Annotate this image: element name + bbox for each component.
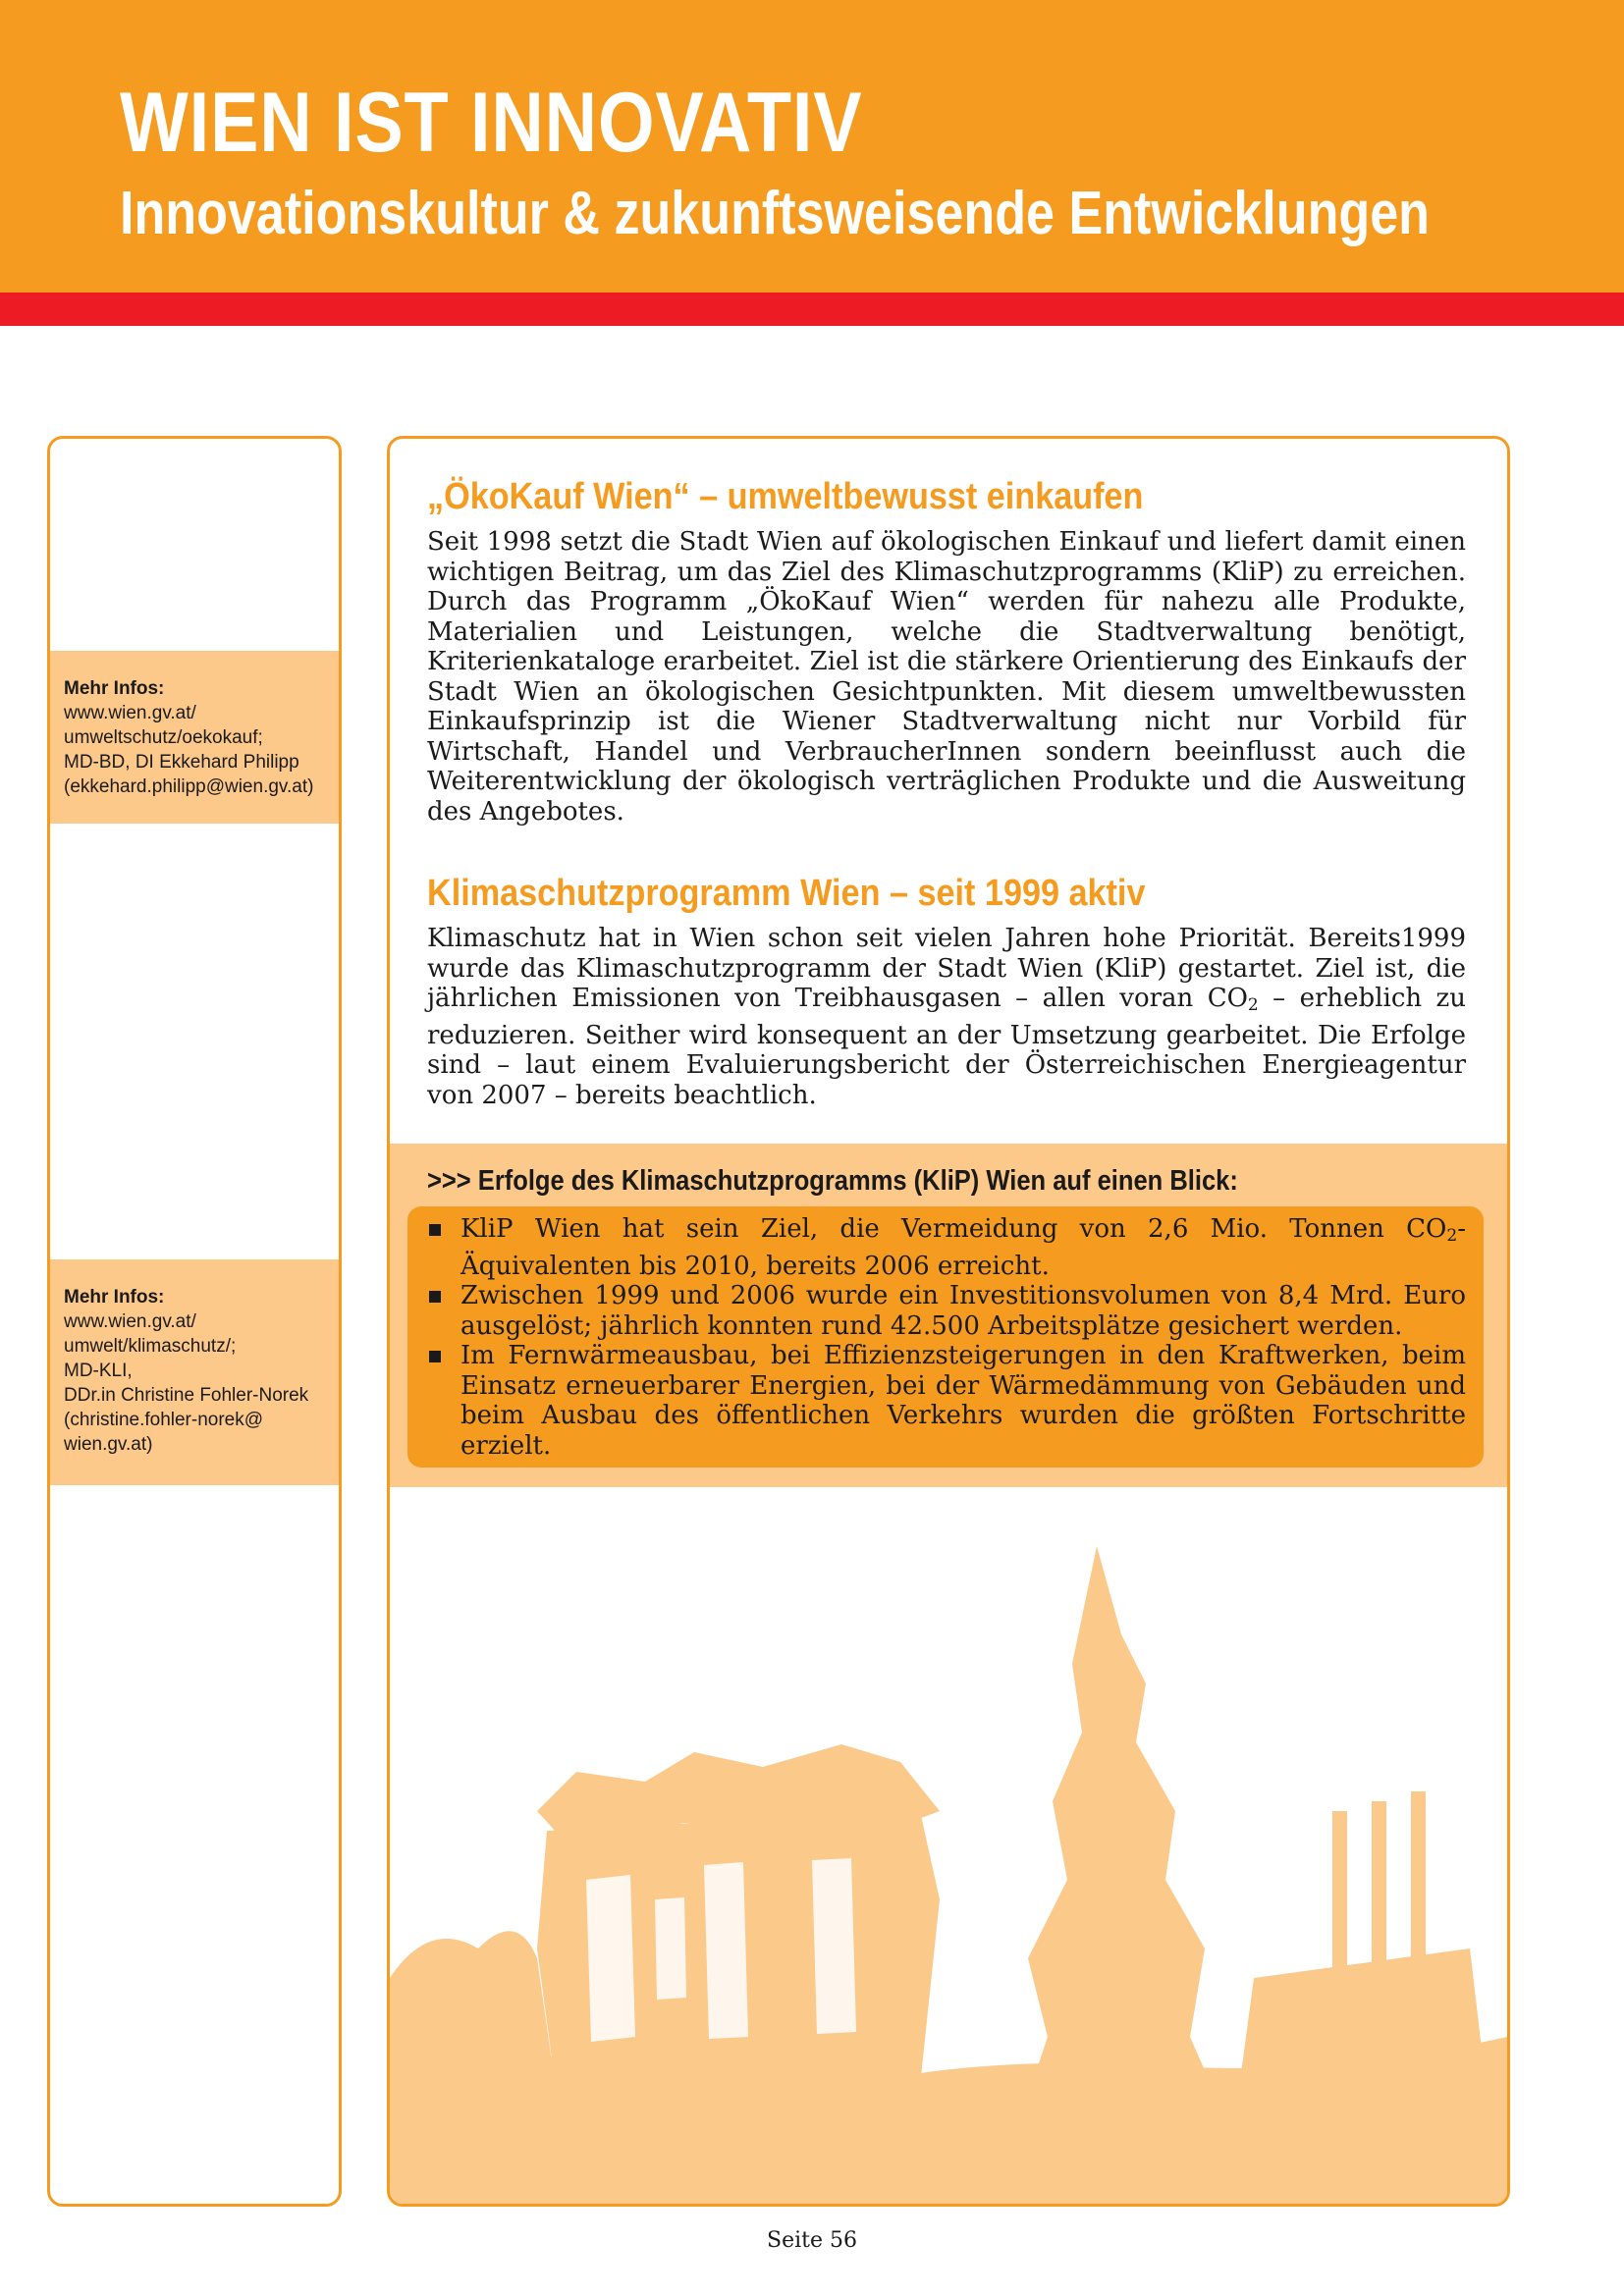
info-box-klimaschutz (50, 1259, 339, 1485)
page-title: WIEN IST INNOVATIV (120, 76, 863, 170)
building-illustration (390, 1487, 1507, 2204)
info-box-oekokauf (50, 651, 339, 824)
list-item (427, 1281, 1466, 1341)
section-heading-klimaschutz: Klimaschutzprogramm Wien – seit 1999 aktiv (427, 873, 1146, 914)
info-line: MD-KLI, (64, 1361, 133, 1381)
item-text: Zwischen 1999 und 2006 wurde ein Investitionsvolumen von 8,4 Mrd. Euro ausgelöst; jährlich konnten rund 42.500 Arbeitsplätze gesichert werden. (460, 1281, 1466, 1341)
klip-list (427, 1206, 1466, 1461)
page-number: Seite 56 (767, 2228, 857, 2253)
info-line: umwelt/klimaschutz/; (64, 1336, 237, 1357)
info-label: Mehr Infos: (64, 1287, 165, 1308)
info-line: MD-BD, DI Ekkehard Philipp (64, 752, 299, 773)
square-bullet-icon (429, 1351, 441, 1362)
section-body-oekokauf: Seit 1998 setzt die Stadt Wien auf ökologischen Einkauf und liefert damit einen wichtigen Beitrag, um das Ziel des Klimaschutzprogramms (KliP) zu erreichen. Durch das Programm „ÖkoKauf Wien“ werden für nahezu alle Produkte, Materialien und Leistungen, welche die Stadtverwaltung benötigt, Kriterienkataloge erarbeitet. Ziel ist die stärkere Orientierung des Einkaufs der Stadt Wien an ökologischen Gesichtpunkten. Mit diesem umweltbewussten Einkaufsprinzip ist die Wiener Stadtverwaltung nicht nur Vorbild für Wirtschaft, Handel und VerbraucherInnen sondern beeinflusst auch die Weiterentwicklung der ökologisch verträglichen Produkte und die Ausweitung des Angebotes. (427, 527, 1466, 827)
klip-summary-panel (390, 1144, 1507, 1487)
klip-summary-box (407, 1206, 1484, 1468)
info-line: DDr.in Christine Fohler-Norek (64, 1385, 309, 1406)
header-red-stripe (0, 293, 1624, 326)
section-heading-oekokauf: „ÖkoKauf Wien“ – umweltbewusst einkaufen (427, 476, 1144, 517)
info-line: (ekkehard.philipp@wien.gv.at) (64, 776, 314, 797)
info-line: umweltschutz/oekokauf; (64, 727, 263, 748)
header-banner (0, 0, 1624, 293)
info-label: Mehr Infos: (64, 678, 165, 699)
item-text: -Äquivalenten bis 2010, bereits 2006 erreicht. (460, 1214, 1466, 1281)
info-line: www.wien.gv.at/ (64, 703, 196, 723)
body-text: – erheblich zu reduzieren. Seither wird konsequent an der Umsetzung gearbeitet. Die Erfolge sind – laut einem Evaluierungsbericht der Österreichischen Energieagentur von 2007 – bereits beachtlich. (427, 984, 1466, 1110)
square-bullet-icon (429, 1291, 441, 1303)
list-item (427, 1341, 1466, 1461)
section-body-klimaschutz (427, 924, 1466, 1110)
info-line: www.wien.gv.at/ (64, 1311, 196, 1332)
subscript: 2 (1247, 995, 1259, 1015)
info-line: wien.gv.at) (64, 1434, 153, 1455)
square-bullet-icon (429, 1224, 441, 1236)
info-line: (christine.fohler-norek@ (64, 1410, 264, 1430)
main-content-column (387, 436, 1510, 2207)
page-subtitle: Innovationskultur & zukunftsweisende Entwicklungen (120, 180, 1430, 247)
body-text: Klimaschutz hat in Wien schon seit vielen Jahren hohe Priorität. Bereits1999 wurde das Klimaschutzprogramm der Stadt Wien (KliP) gestartet. Ziel ist, die jährlichen Emissionen von Treibhausgasen – allen voran CO (427, 924, 1466, 1013)
sidebar-column (47, 436, 342, 2207)
subscript: 2 (1446, 1226, 1458, 1246)
klip-summary-heading: >>> Erfolge des Klimaschutzprogramms (KliP) Wien auf einen Blick: (427, 1165, 1238, 1197)
item-text: Im Fernwärmeausbau, bei Effizienzsteigerungen in den Kraftwerken, beim Einsatz erneuerbarer Energien, bei der Wärmedämmung von Gebäuden und beim Ausbau des öffentlichen Verkehrs wurden die größten Fortschritte erzielt. (460, 1341, 1466, 1461)
list-item (427, 1214, 1466, 1281)
item-text: KliP Wien hat sein Ziel, die Vermeidung von 2,6 Mio. Tonnen CO (460, 1214, 1447, 1244)
